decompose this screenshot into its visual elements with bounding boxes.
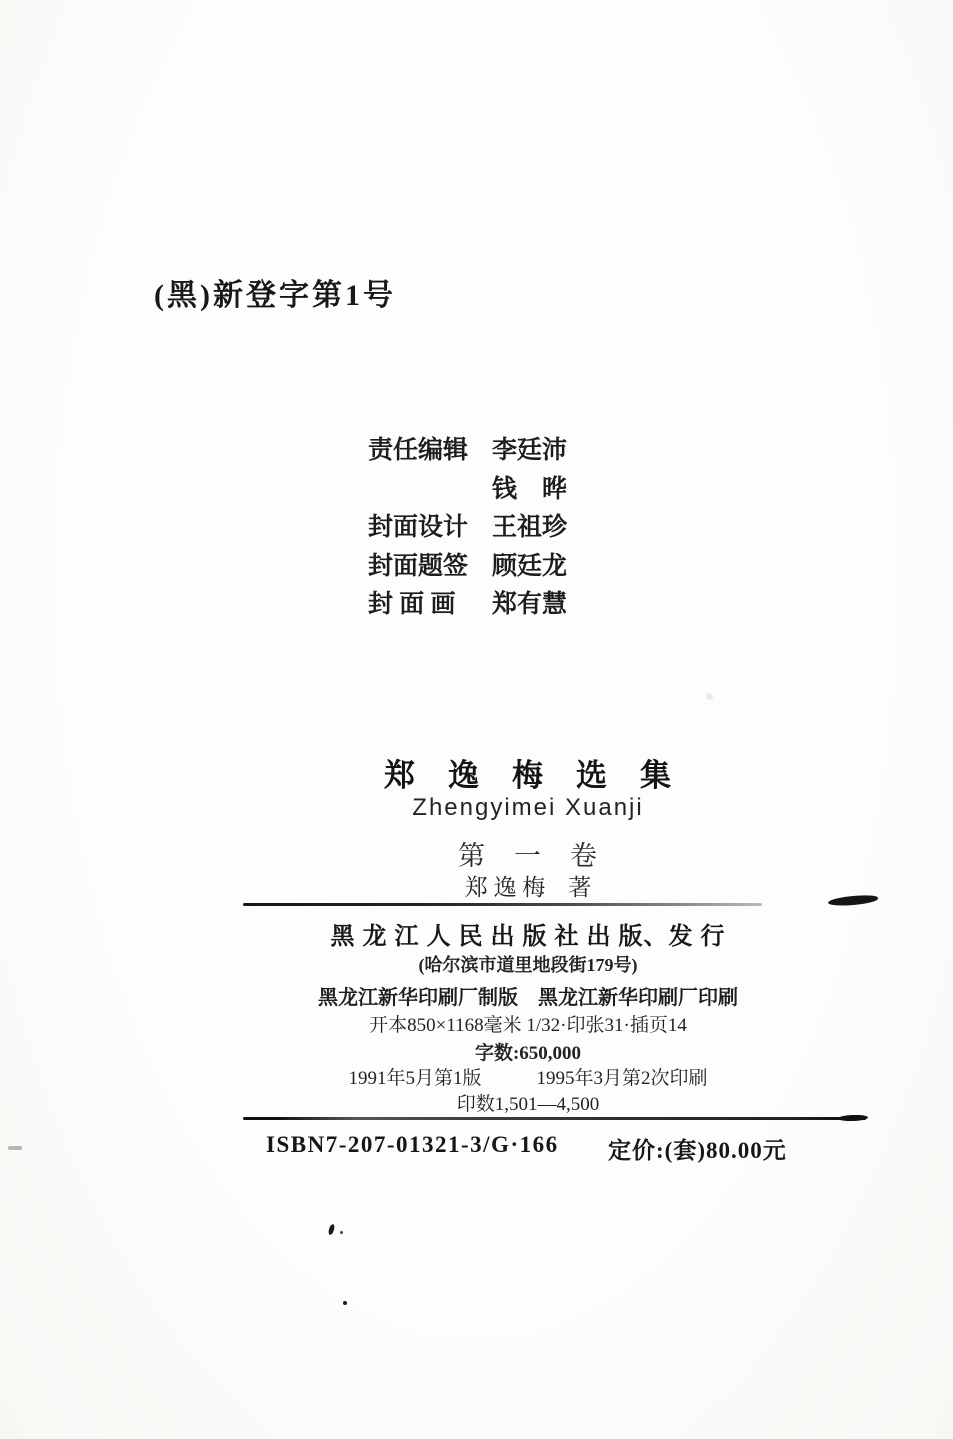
ink-speck [340,1231,343,1234]
publisher-address: (哈尔滨市道里地段街179号) [418,955,638,975]
format-line: 开本850×1168毫米 1/32·印张31·插页14 [369,1015,687,1036]
divider-bottom-ink-blob [838,1114,868,1121]
credit-row [368,468,567,507]
divider-top [243,903,762,906]
credit-label: 封面设计 [368,514,469,542]
first-edition-text: 1991年5月第1版 [348,1068,482,1089]
printer-line: 黑龙江新华印刷厂制版 黑龙江新华印刷厂印刷 [318,987,738,1009]
ink-speck [706,693,713,700]
credit-row [368,429,567,468]
divider-bottom [243,1117,866,1120]
credit-name: 钱 晔 [492,475,568,503]
credit-name: 郑有慧 [492,591,568,619]
volume-label: 第 一 卷 [458,841,598,871]
registration-number: (黑)新登字第1号 [154,279,396,312]
ink-speck [8,1146,22,1150]
print-run-line: 印数1,501—4,500 [456,1094,600,1115]
author-line: 郑 逸 梅 著 [464,875,592,900]
credit-label: 责任编辑 [368,437,469,465]
credit-name: 顾廷龙 [492,552,568,580]
ink-speck [343,1301,347,1305]
ink-speck [328,1224,335,1236]
credit-row [368,506,567,545]
credit-name: 王祖珍 [492,514,568,542]
credit-row [368,545,567,584]
book-title-cn: 郑 逸 梅 选 集 [384,758,672,793]
credit-row [368,583,567,622]
isbn-text: ISBN7-207-01321-3/G·166 [266,1132,559,1157]
publisher-line: 黑 龙 江 人 民 出 版 社 出 版、发 行 [330,924,726,950]
credit-label: 封面题签 [368,552,469,580]
price-text: 定价:(套)80.00元 [608,1138,787,1163]
word-count-line: 字数:650,000 [474,1043,582,1064]
credit-label: 封 面 画 [368,591,456,619]
reprint-text: 1995年3月第2次印刷 [536,1068,708,1089]
credit-name: 李廷沛 [492,437,568,465]
credits-table [368,429,567,622]
book-title-pinyin: Zhengyimei Xuanji [412,794,644,821]
edition-line [103,1063,953,1090]
